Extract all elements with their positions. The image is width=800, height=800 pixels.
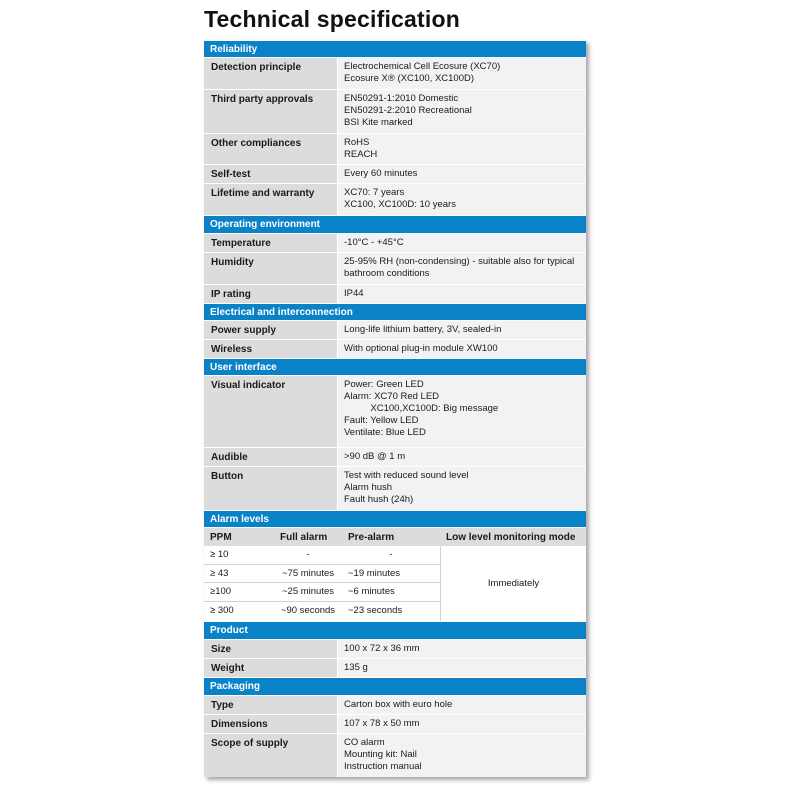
row-value bbox=[338, 165, 586, 183]
row-value bbox=[338, 696, 586, 714]
alarm-row bbox=[204, 602, 440, 621]
ppm-cell: ≥ 43 bbox=[210, 567, 229, 579]
column-header-low-level: Low level monitoring mode bbox=[446, 531, 576, 543]
row-label: Temperature bbox=[204, 234, 338, 252]
section-header-alarm-levels: Alarm levels bbox=[204, 510, 586, 527]
row-value bbox=[338, 340, 586, 358]
value-line: XC100,XC100D: Big message bbox=[344, 403, 499, 414]
value-line: Ecosure X® (XC100, XC100D) bbox=[344, 73, 475, 84]
row-label: Other compliances bbox=[204, 134, 338, 164]
low-level-monitoring-value: Immediately bbox=[440, 546, 586, 621]
row-label: Self-test bbox=[204, 165, 338, 183]
full-alarm-cell: - bbox=[306, 549, 310, 561]
value-line: XC70: 7 years bbox=[344, 187, 405, 198]
value-line: XC100, XC100D: 10 years bbox=[344, 199, 456, 210]
value-line: Fault: Yellow LED bbox=[344, 415, 419, 426]
row-label: Power supply bbox=[204, 321, 338, 339]
row-value bbox=[338, 253, 586, 284]
row-value bbox=[338, 376, 586, 447]
table-row bbox=[204, 284, 586, 303]
table-row bbox=[204, 252, 586, 284]
value-line: 107 x 78 x 50 mm bbox=[344, 718, 420, 729]
pre-alarm-cell: ~19 minutes bbox=[348, 567, 401, 579]
value-line: Alarm: XC70 Red LED bbox=[344, 391, 440, 402]
full-alarm-cell: ~75 minutes bbox=[281, 567, 335, 579]
section-header-product: Product bbox=[204, 621, 586, 639]
value-line: Test with reduced sound level bbox=[344, 470, 469, 481]
pre-alarm-cell: - bbox=[389, 549, 393, 561]
page-title: Technical specification bbox=[204, 6, 460, 32]
row-value bbox=[338, 467, 586, 510]
table-row bbox=[204, 466, 586, 510]
table-row bbox=[204, 714, 586, 733]
table-row bbox=[204, 320, 586, 339]
value-line: Alarm hush bbox=[344, 482, 393, 493]
value-line: CO alarm bbox=[344, 737, 385, 748]
pre-alarm-cell: ~6 minutes bbox=[348, 586, 395, 598]
row-value bbox=[338, 659, 586, 677]
row-value bbox=[338, 58, 586, 89]
table-row bbox=[204, 639, 586, 658]
row-label: IP rating bbox=[204, 285, 338, 303]
row-value bbox=[338, 234, 586, 252]
value-line: Carton box with euro hole bbox=[344, 699, 453, 710]
row-value bbox=[338, 734, 586, 777]
value-line: Electrochemical Cell Ecosure (XC70) bbox=[344, 61, 501, 72]
row-value bbox=[338, 715, 586, 733]
pre-alarm-cell: ~23 seconds bbox=[348, 605, 403, 617]
ppm-cell: ≥100 bbox=[210, 586, 232, 598]
table-row bbox=[204, 183, 586, 215]
value-line: REACH bbox=[344, 149, 378, 160]
table-row bbox=[204, 89, 586, 133]
column-header-pre-alarm: Pre-alarm bbox=[348, 531, 395, 543]
value-line: RoHS bbox=[344, 137, 370, 148]
table-row bbox=[204, 447, 586, 466]
value-line: IP44 bbox=[344, 288, 364, 299]
value-line: bathroom conditions bbox=[344, 268, 430, 279]
row-label: Weight bbox=[204, 659, 338, 677]
table-row bbox=[204, 233, 586, 252]
ppm-cell: ≥ 10 bbox=[210, 549, 229, 561]
table-row bbox=[204, 733, 586, 777]
alarm-row bbox=[204, 546, 440, 565]
row-label: Size bbox=[204, 640, 338, 658]
spec-table bbox=[204, 40, 586, 777]
value-line: Every 60 minutes bbox=[344, 168, 418, 179]
full-alarm-cell: ~25 minutes bbox=[281, 586, 335, 598]
value-line: Ventilate: Blue LED bbox=[344, 427, 426, 438]
value-line: >90 dB @ 1 m bbox=[344, 451, 406, 462]
section-header-operating: Operating environment bbox=[204, 215, 586, 233]
value-line: BSI Kite marked bbox=[344, 117, 413, 128]
row-label: Visual indicator bbox=[204, 376, 338, 447]
value-line: Power: Green LED bbox=[344, 379, 424, 390]
table-row bbox=[204, 133, 586, 164]
table-row bbox=[204, 164, 586, 183]
section-header-user-interface: User interface bbox=[204, 358, 586, 375]
column-header-ppm: PPM bbox=[210, 531, 232, 543]
row-value bbox=[338, 448, 586, 466]
value-line: 100 x 72 x 36 mm bbox=[344, 643, 420, 654]
value-line: With optional plug-in module XW100 bbox=[344, 343, 498, 354]
row-label: Third party approvals bbox=[204, 90, 338, 133]
table-row bbox=[204, 57, 586, 89]
table-row bbox=[204, 375, 586, 447]
column-header-full-alarm: Full alarm bbox=[280, 531, 328, 543]
alarm-levels-table bbox=[204, 527, 586, 621]
section-header-electrical: Electrical and interconnection bbox=[204, 303, 586, 320]
row-label: Type bbox=[204, 696, 338, 714]
row-label: Lifetime and warranty bbox=[204, 184, 338, 215]
table-row bbox=[204, 695, 586, 714]
row-label: Humidity bbox=[204, 253, 338, 284]
row-value bbox=[338, 321, 586, 339]
row-value bbox=[338, 90, 586, 133]
row-label: Wireless bbox=[204, 340, 338, 358]
ppm-cell: ≥ 300 bbox=[210, 605, 234, 617]
table-row bbox=[204, 658, 586, 677]
value-line: EN50291-2:2010 Recreational bbox=[344, 105, 472, 116]
section-header-packaging: Packaging bbox=[204, 677, 586, 695]
section-header-reliability: Reliability bbox=[204, 40, 586, 57]
row-value bbox=[338, 134, 586, 164]
row-value bbox=[338, 285, 586, 303]
row-value bbox=[338, 184, 586, 215]
table-row bbox=[204, 339, 586, 358]
value-line: Long-life lithium battery, 3V, sealed-in bbox=[344, 324, 502, 335]
full-alarm-cell: ~90 seconds bbox=[280, 605, 336, 617]
row-label: Detection principle bbox=[204, 58, 338, 89]
row-label: Button bbox=[204, 467, 338, 510]
value-line: EN50291-1:2010 Domestic bbox=[344, 93, 459, 104]
value-line: Mounting kit: Nail bbox=[344, 749, 417, 760]
value-line: 135 g bbox=[344, 662, 368, 673]
row-value bbox=[338, 640, 586, 658]
row-label: Scope of supply bbox=[204, 734, 338, 777]
value-line: Instruction manual bbox=[344, 761, 422, 772]
value-line: 25-95% RH (non-condensing) - suitable also for typical bbox=[344, 256, 575, 267]
value-line: -10°C - +45°C bbox=[344, 237, 404, 248]
row-label: Dimensions bbox=[204, 715, 338, 733]
value-line: Fault hush (24h) bbox=[344, 494, 414, 505]
alarm-row bbox=[204, 565, 440, 584]
alarm-row bbox=[204, 583, 440, 602]
row-label: Audible bbox=[204, 448, 338, 466]
alarm-table-header bbox=[204, 528, 586, 546]
